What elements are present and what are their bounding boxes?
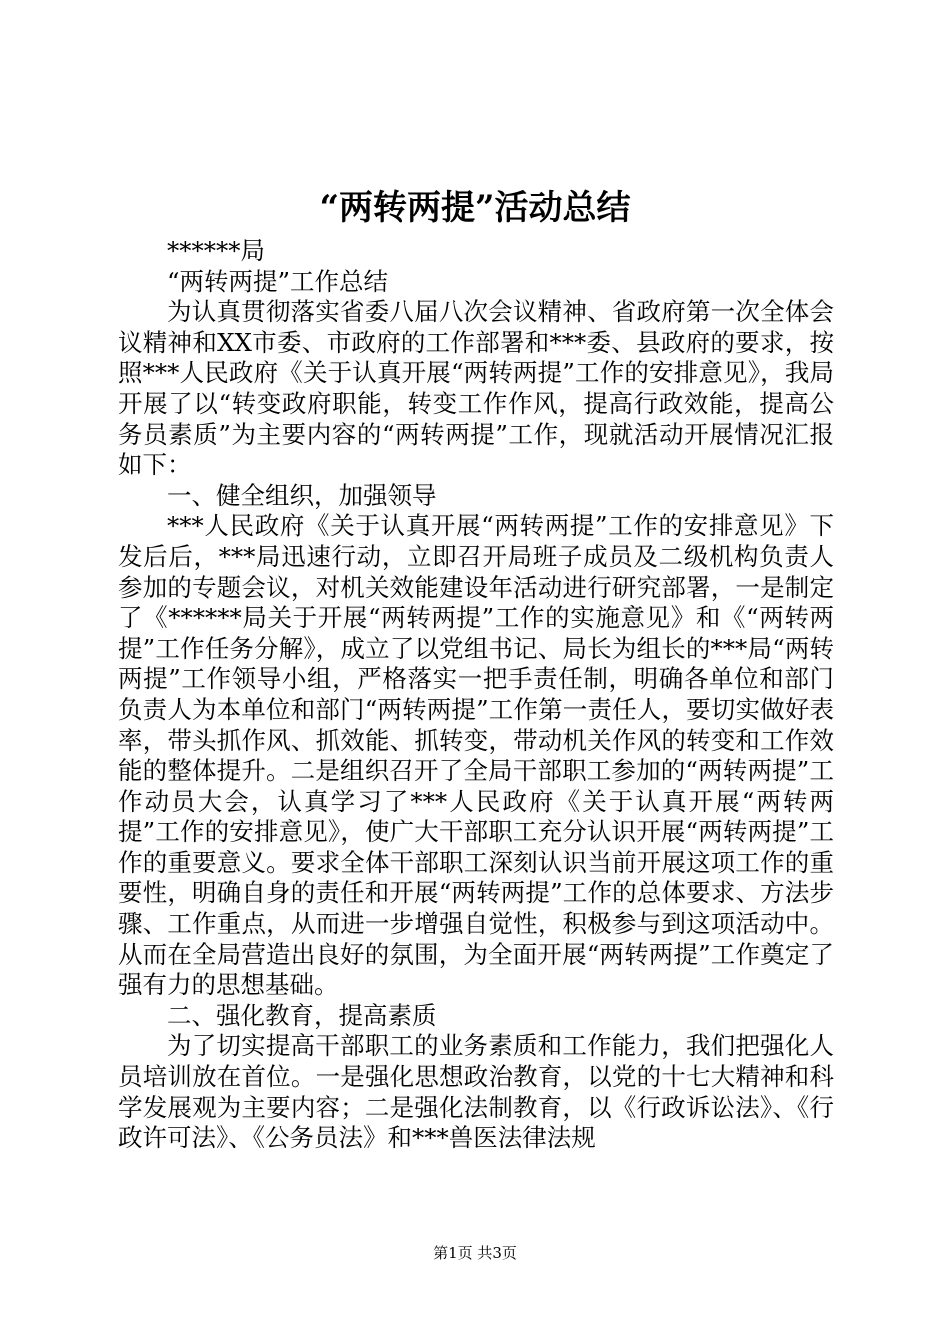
- section-heading-1: 一、健全组织，加强领导: [167, 480, 437, 510]
- paragraph-section-2: 为了切实提高干部职工的业务素质和工作能力，我们把强化人员培训放在首位。一是强化思想政治教育，以党的十七大精神和科学发展观为主要内容；二是强化法制教育，以《行政诉讼法》、《行政许可法》、《公务员法》和***兽医法律法规: [118, 1031, 834, 1153]
- paragraph-issuer: ******局: [167, 236, 265, 265]
- document-body: [118, 236, 834, 1154]
- paragraph-subtitle: “两转两提”工作总结: [167, 266, 389, 296]
- paragraph-intro: 为认真贯彻落实省委八届八次会议精神、省政府第一次全体会议精神和XX市委、市政府的工作部署和***委、县政府的要求，按照***人民政府《关于认真开展“两转两提”工作的安排意见》，我局开展了以“转变政府职能，转变工作作风，提高行政效能，提高公务员素质”为主要内容的“两转两提”工作，现就活动开展情况汇报如下：: [118, 297, 834, 480]
- page-number-footer: 第1页 共3页: [433, 1244, 517, 1262]
- paragraph-section-1: ***人民政府《关于认真开展“两转两提”工作的安排意见》下发后后，***局迅速行动，立即召开局班子成员及二级机构负责人参加的专题会议，对机关效能建设年活动进行研究部署，一是制定了《******局关于开展“两转两提”工作的实施意见》和《“两转两提”工作任务分解》，成立了以党组书记、局长为组长的***局“两转两提”工作领导小组，严格落实一把手责任制，明确各单位和部门负责人为本单位和部门“两转两提”工作第一责任人，要切实做好表率，带头抓作风、抓效能、抓转变，带动机关作风的转变和工作效能的整体提升。二是组织召开了全局干部职工参加的“两转两提”工作动员大会，认真学习了***人民政府《关于认真开展“两转两提”工作的安排意见》，使广大干部职工充分认识开展“两转两提”工作的重要意义。要求全体干部职工深刻认识当前开展这项工作的重要性，明确自身的责任和开展“两转两提”工作的总体要求、方法步骤、工作重点，从而进一步增强自觉性，积极参与到这项活动中。从而在全局营造出良好的氛围，为全面开展“两转两提”工作奠定了强有力的思想基础。: [118, 511, 834, 1000]
- section-heading-2: 二、强化教育，提高素质: [167, 1000, 437, 1030]
- document-title: “两转两提”活动总结: [319, 188, 631, 228]
